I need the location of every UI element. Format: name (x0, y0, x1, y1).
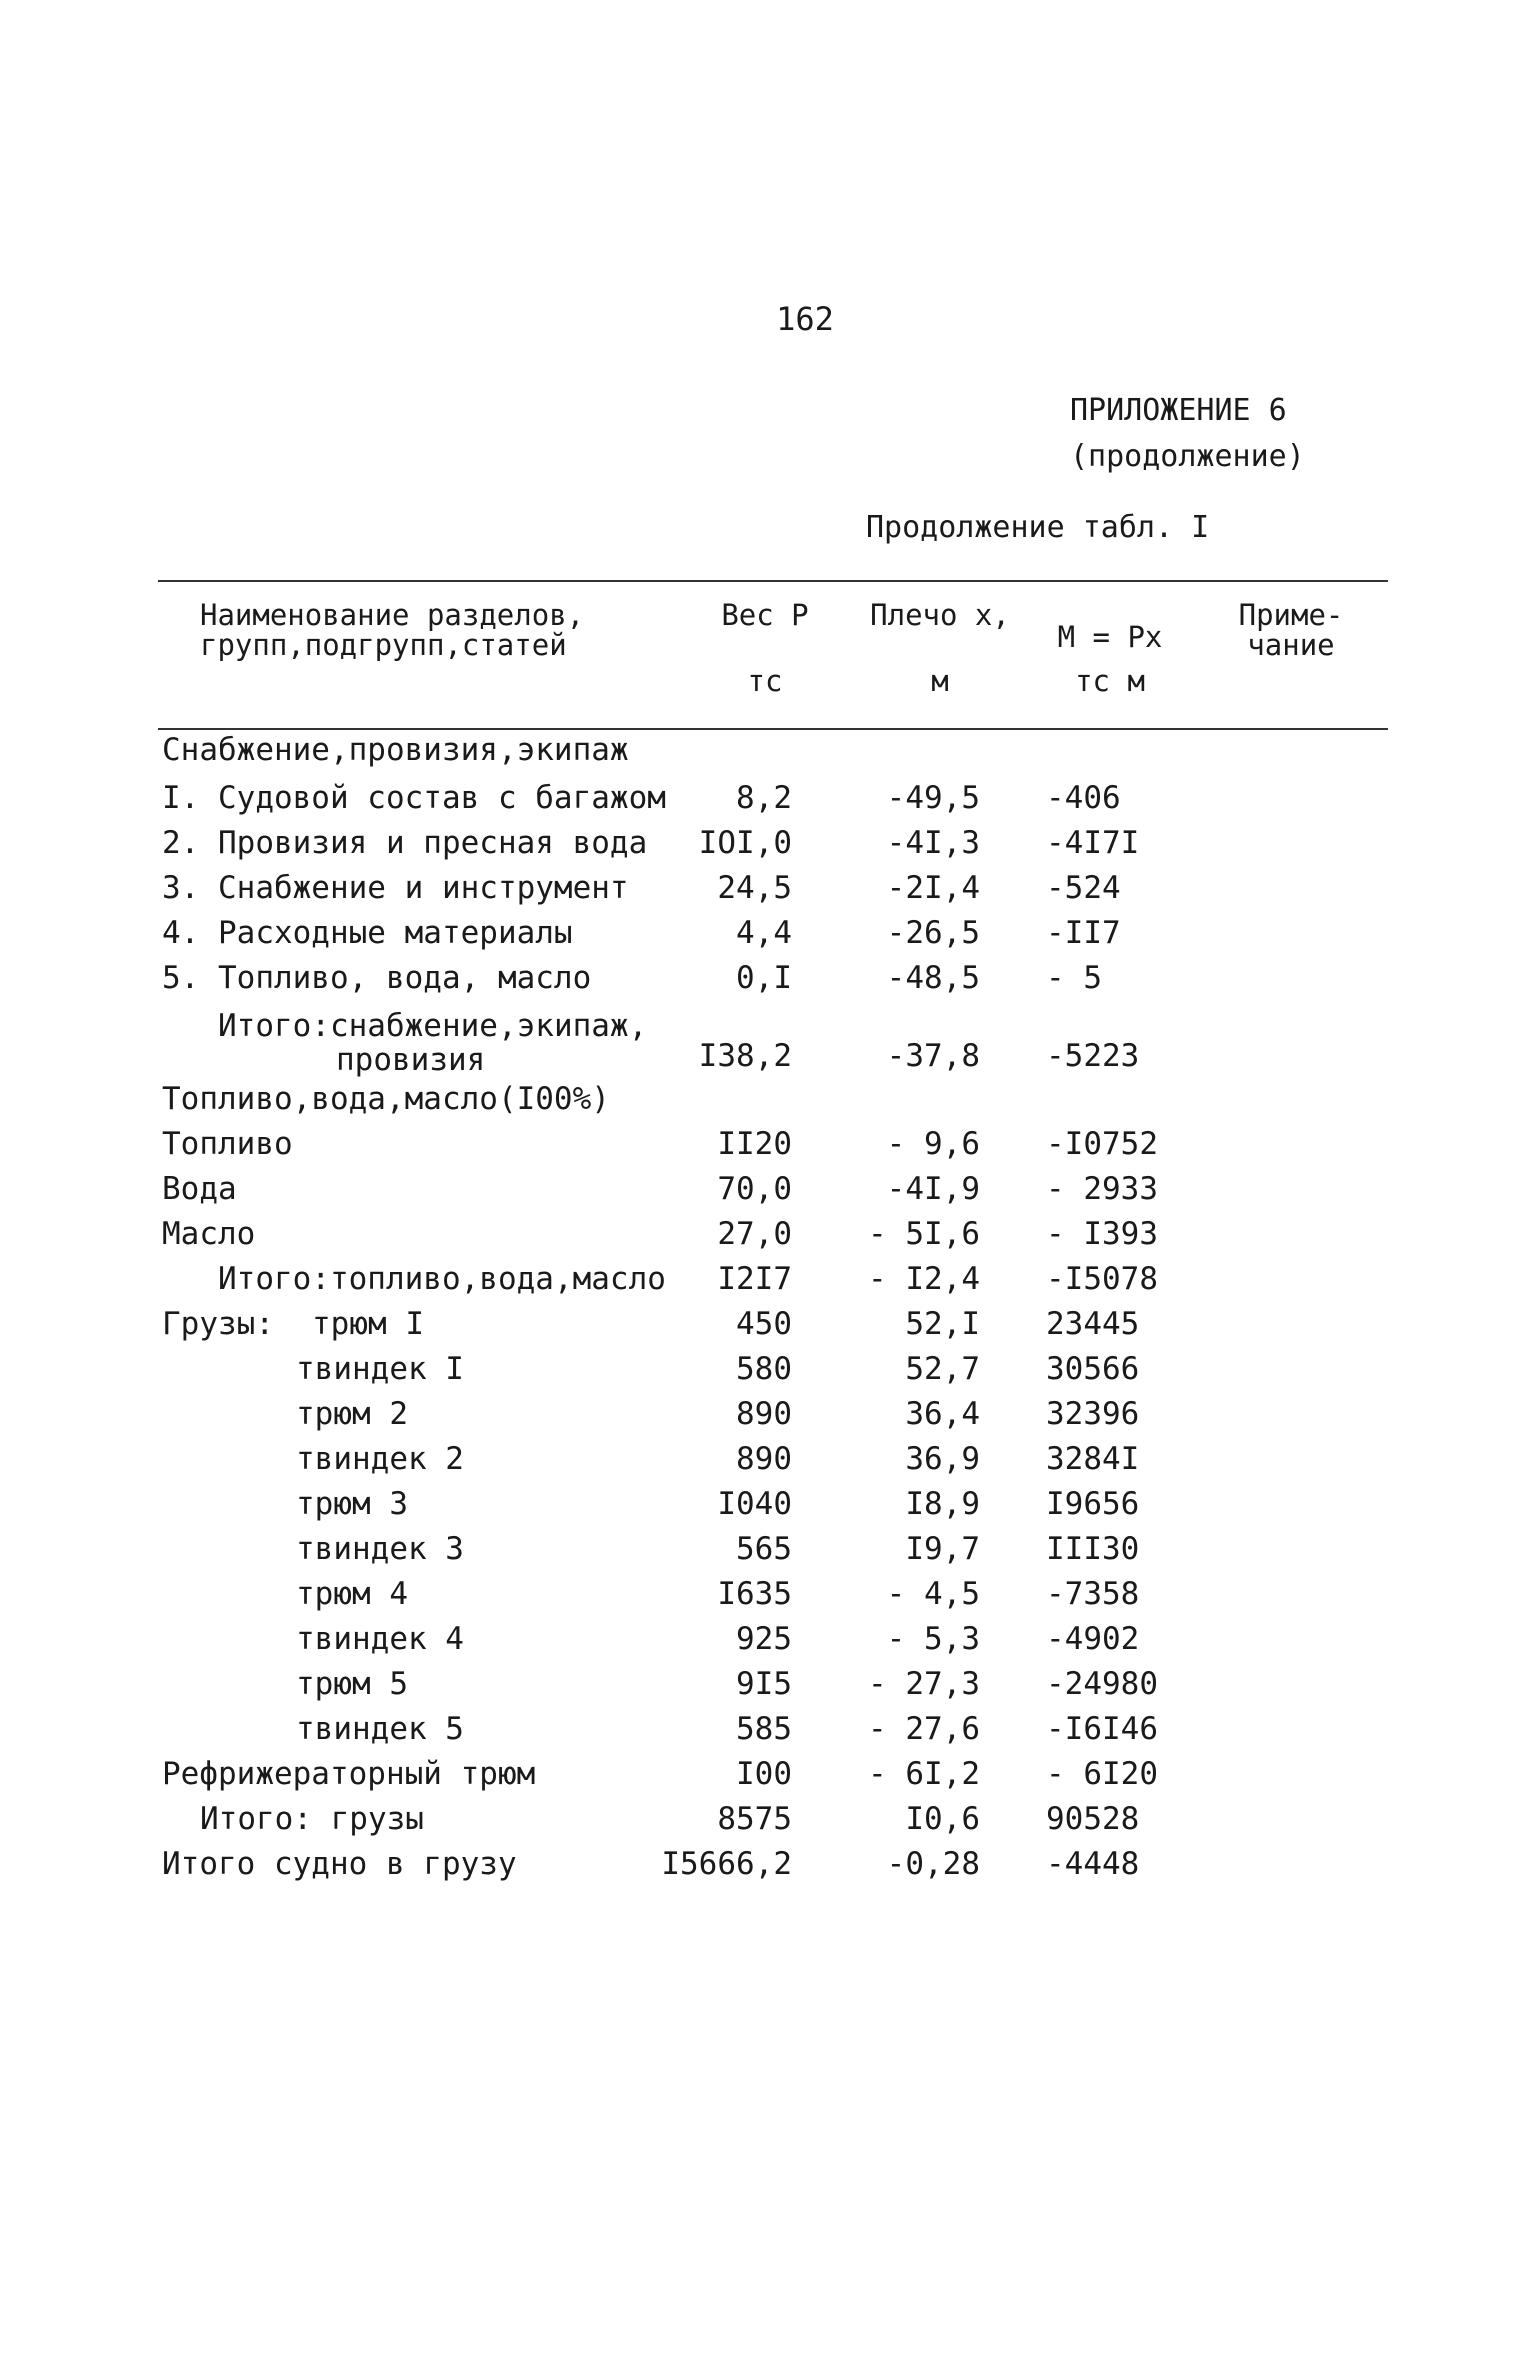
header-arm (860, 600, 1020, 696)
header-name-line2: групп,подгрупп,статей (200, 628, 567, 662)
row-arm: 52,7 (905, 1351, 980, 1387)
row-moment: -I5078 (1046, 1261, 1158, 1297)
table-caption: Продолжение табл. I (866, 510, 1210, 545)
row-arm: - 6I,2 (868, 1756, 980, 1792)
header-weight (690, 600, 840, 696)
row-name: Масло (162, 1216, 256, 1252)
row-moment: -406 (1046, 780, 1121, 816)
table-row (0, 911, 1536, 956)
appendix-heading (1070, 388, 1305, 480)
row-weight: 24,5 (717, 870, 792, 906)
table-row (0, 821, 1536, 866)
row-arm: 36,9 (905, 1441, 980, 1477)
row-arm: - I2,4 (868, 1261, 980, 1297)
row-name: Вода (162, 1171, 237, 1207)
row-arm: - 5,3 (886, 1621, 980, 1657)
row-name: Итого судно в грузу (162, 1846, 517, 1882)
row-weight: 4,4 (736, 915, 792, 951)
row-weight: 580 (736, 1351, 792, 1387)
row-weight: I040 (717, 1486, 792, 1522)
row-moment: - 6I20 (1046, 1756, 1158, 1792)
row-weight: II20 (717, 1126, 792, 1162)
table-row (0, 1392, 1536, 1437)
subtotal-weight: I38,2 (698, 1038, 792, 1074)
row-moment: - 5 (1046, 960, 1102, 996)
section-title-text: Топливо,вода,масло(I00%) (162, 1081, 610, 1117)
table-row (0, 1212, 1536, 1257)
row-weight: 585 (736, 1711, 792, 1747)
subtotal-row-fuel (0, 1257, 1536, 1302)
section-title-fuel (0, 1077, 1536, 1122)
row-name: трюм 3 (296, 1486, 408, 1522)
row-arm: I9,7 (905, 1531, 980, 1567)
row-moment: I9656 (1046, 1486, 1140, 1522)
row-moment: -24980 (1046, 1666, 1158, 1702)
row-moment: -4448 (1046, 1846, 1140, 1882)
row-name: 4. Расходные материалы (162, 915, 573, 951)
row-name: твиндек 4 (296, 1621, 464, 1657)
row-arm: - 4,5 (886, 1576, 980, 1612)
row-moment: 30566 (1046, 1351, 1140, 1387)
row-weight: 70,0 (717, 1171, 792, 1207)
row-name: Итого:топливо,вода,масло (218, 1261, 666, 1297)
row-arm: I0,6 (905, 1801, 980, 1837)
row-weight: 8575 (717, 1801, 792, 1837)
subtotal-row-supplies (0, 1004, 1536, 1084)
row-moment: 32396 (1046, 1396, 1140, 1432)
row-name: твиндек 2 (296, 1441, 464, 1477)
grand-total-row (0, 1842, 1536, 1887)
row-arm: -26,5 (886, 915, 980, 951)
table-row (0, 1302, 1536, 1347)
appendix-subtitle: (продолжение) (1070, 439, 1305, 474)
row-name: твиндек 3 (296, 1531, 464, 1567)
table-row (0, 1482, 1536, 1527)
row-arm: - 9,6 (886, 1126, 980, 1162)
row-moment: -I6I46 (1046, 1711, 1158, 1747)
subtotal-label-line1: Итого:снабжение,экипаж, (218, 1008, 648, 1044)
table-row (0, 956, 1536, 1001)
row-moment: 3284I (1046, 1441, 1140, 1477)
subtotal-row-cargo (0, 1797, 1536, 1842)
row-weight: 890 (736, 1396, 792, 1432)
header-note-line1: Приме- (1238, 598, 1344, 632)
table-row (0, 1572, 1536, 1617)
row-arm: - 5I,6 (868, 1216, 980, 1252)
row-arm: -2I,4 (886, 870, 980, 906)
row-arm: I8,9 (905, 1486, 980, 1522)
cargo-label: Грузы: (162, 1306, 274, 1342)
table-row (0, 1617, 1536, 1662)
row-weight: IOI,0 (698, 825, 792, 861)
row-moment: -II7 (1046, 915, 1121, 951)
table-top-rule (158, 580, 1388, 582)
header-note-line2: чание (1247, 628, 1335, 662)
header-weight-label: Вес P (721, 598, 809, 632)
subtotal-moment: -5223 (1046, 1038, 1140, 1074)
table-row (0, 1527, 1536, 1572)
table-row (0, 1437, 1536, 1482)
row-moment: -4I7I (1046, 825, 1140, 861)
row-moment: -524 (1046, 870, 1121, 906)
row-weight: 9I5 (736, 1666, 792, 1702)
row-name: I. Судовой состав с багажом (162, 780, 666, 816)
row-weight: 27,0 (717, 1216, 792, 1252)
row-arm: -49,5 (886, 780, 980, 816)
row-name: трюм 5 (296, 1666, 408, 1702)
row-name: 5. Топливо, вода, масло (162, 960, 592, 996)
row-arm: 52,I (905, 1306, 980, 1342)
row-moment: - 2933 (1046, 1171, 1158, 1207)
header-name (200, 600, 584, 660)
table-row (0, 1122, 1536, 1167)
table-row (0, 1167, 1536, 1212)
table-row (0, 1707, 1536, 1752)
row-name: Рефрижераторный трюм (162, 1756, 536, 1792)
header-weight-unit: тс (747, 664, 783, 698)
row-moment: 90528 (1046, 1801, 1140, 1837)
row-moment: -I0752 (1046, 1126, 1158, 1162)
header-arm-unit: м (931, 664, 949, 698)
header-moment-unit: тс м (1075, 664, 1145, 698)
row-moment: - I393 (1046, 1216, 1158, 1252)
row-name: 3. Снабжение и инструмент (162, 870, 629, 906)
table-row (0, 866, 1536, 911)
row-arm: 36,4 (905, 1396, 980, 1432)
row-weight: I2I7 (717, 1261, 792, 1297)
row-weight: I00 (736, 1756, 792, 1792)
appendix-title: ПРИЛОЖЕНИЕ 6 (1070, 393, 1287, 428)
page-number: 162 (776, 300, 834, 338)
subtotal-arm: -37,8 (886, 1038, 980, 1074)
table-row (0, 1752, 1536, 1797)
header-moment-label: M = Px (1057, 620, 1163, 654)
header-note (1226, 600, 1356, 660)
row-arm: - 27,6 (868, 1711, 980, 1747)
row-moment: III30 (1046, 1531, 1140, 1567)
row-weight: 8,2 (736, 780, 792, 816)
row-moment: 23445 (1046, 1306, 1140, 1342)
row-weight: 450 (736, 1306, 792, 1342)
row-weight: 0,I (736, 960, 792, 996)
row-name: трюм I (312, 1306, 424, 1342)
section-title-text: Снабжение,провизия,экипаж (162, 732, 629, 768)
row-arm: -0,28 (886, 1846, 980, 1882)
row-arm: -48,5 (886, 960, 980, 996)
row-arm: - 27,3 (868, 1666, 980, 1702)
row-name: 2. Провизия и пресная вода (162, 825, 648, 861)
row-name: Топливо (162, 1126, 293, 1162)
row-weight: 565 (736, 1531, 792, 1567)
subtotal-label-line2: провизия (336, 1042, 486, 1078)
row-weight: I635 (717, 1576, 792, 1612)
row-arm: -4I,9 (886, 1171, 980, 1207)
row-name: твиндек I (296, 1351, 464, 1387)
row-name: Итого: грузы (200, 1801, 424, 1837)
header-arm-label: Плечо x, (870, 598, 1010, 632)
row-moment: -4902 (1046, 1621, 1140, 1657)
table-row (0, 776, 1536, 821)
header-moment (1030, 622, 1190, 696)
row-weight: 890 (736, 1441, 792, 1477)
row-name: трюм 2 (296, 1396, 408, 1432)
table-row (0, 1662, 1536, 1707)
row-name: трюм 4 (296, 1576, 408, 1612)
section-title-supplies (0, 728, 1536, 773)
table-row (0, 1347, 1536, 1392)
row-weight: I5666,2 (661, 1846, 792, 1882)
header-name-line1: Наименование разделов, (200, 598, 585, 632)
row-name: твиндек 5 (296, 1711, 464, 1747)
row-moment: -7358 (1046, 1576, 1140, 1612)
row-weight: 925 (736, 1621, 792, 1657)
row-arm: -4I,3 (886, 825, 980, 861)
